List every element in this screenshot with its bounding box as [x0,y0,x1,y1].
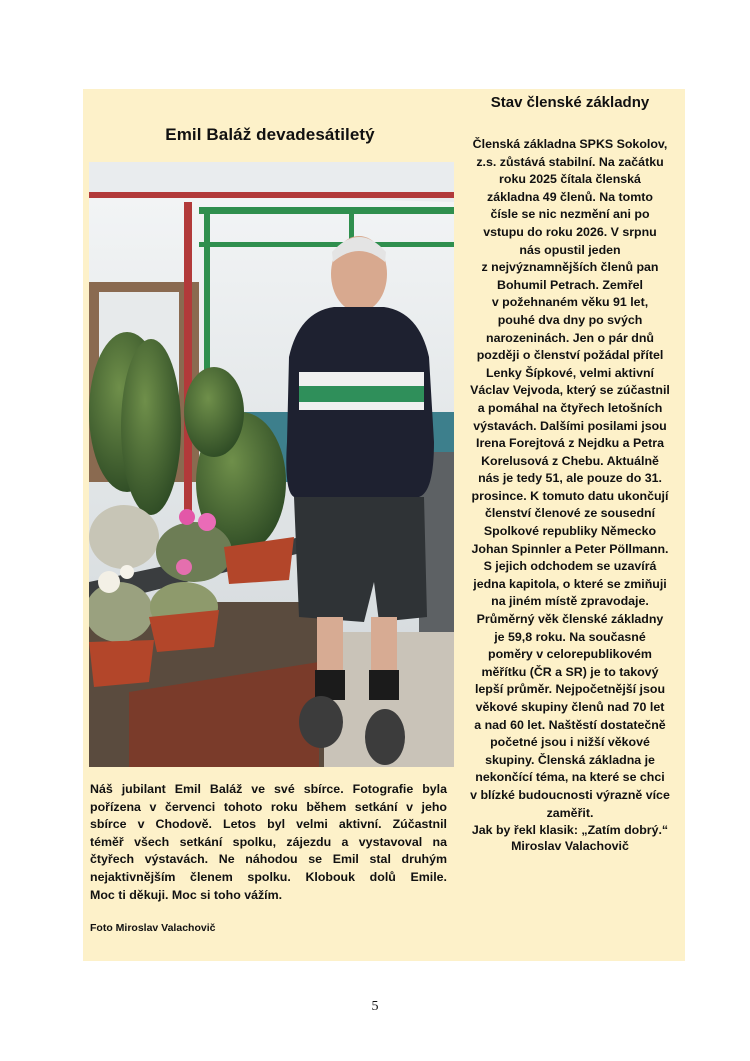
body-line: roku 2025 čítala členská [499,172,641,187]
caption-line: sbírce v Chodově. Letos byl velmi aktivní. Zúčastnil [90,817,447,832]
body-line: měřítku (ČR a SR) je to takový [481,664,659,679]
body-line: vstupu do roku 2026. V srpnu [483,224,657,239]
body-line: nekončící téma, na které se chci [475,770,665,785]
body-line: je 59,8 roku. Na současné [494,629,646,644]
body-line: z.s. zůstává stabilní. Na začátku [476,154,664,169]
right-article-body [457,136,683,840]
caption-line: pořízena v červenci tohoto roku během setkání v jeho [90,799,447,814]
body-line: v požehnaném věku 91 let, [491,295,649,310]
body-line: pouhé dva dny po svých [497,312,643,327]
body-line: prosince. K tomuto datu ukončují [471,488,669,503]
body-line: Průměrný věk členské základny [476,612,664,627]
body-line: početné jsou i nižší věkové [490,735,650,750]
body-line: skupiny. Členská základna je [485,752,655,767]
body-line: S jejich odchodem se uzavírá [483,559,657,574]
caption-line: Moc ti děkuji. Moc si toho vážím. [90,887,283,902]
body-line: Korelusová z Chebu. Aktuálně [481,453,659,468]
body-line: Johan Spinnler a Peter Pöllmann. [471,541,669,556]
body-line: a nad 60 let. Naštěstí dostatečně [474,717,666,732]
body-line: později o členství požádal přítel [476,348,664,363]
body-line: výstavách. Dalšími posilami jsou [473,418,667,433]
article-photo [89,162,454,767]
body-line: základna 49 členů. Na tomto [487,189,653,204]
body-line: členství členové ze sousední [484,506,656,521]
body-line: Jak by řekl klasik: „Zatím dobrý.“ [471,823,669,838]
caption-line: čtyřech výstavách. Ne náhodou se Emil stal druhým [90,852,447,867]
body-line: na jiném místě zpravodaje. [491,594,649,609]
body-line: Irena Forejtová z Nejdku a Petra [476,436,664,451]
body-line: poměry v celorepublikovém [488,647,652,662]
left-article-title: Emil Baláž devadesátiletý [165,125,375,144]
body-line: Lenky Šípkové, velmi aktivní [485,365,655,380]
photo-credit: Foto Miroslav Valachovič [90,922,216,934]
body-line: v blízké budoucnosti výrazně více [470,787,670,802]
caption-line: nejaktivnějším členem spolku. Klobouk dolů Emile. [90,869,447,884]
article-author: Miroslav Valachovič [511,839,629,853]
body-line: Václav Vejvoda, který se zúčastnil [470,383,670,398]
right-article-title: Stav členské základny [490,94,650,111]
body-line: zaměřit. [546,805,594,820]
caption-line: Náš jubilant Emil Baláž ve své sbírce. Fotografie byla [90,782,447,796]
caption-line: téměř všech setkání spolku, zájezdu a vystavoval na [90,834,447,849]
body-line: nás opustil jeden [519,242,621,257]
body-line: Spolkové republiky Německo [483,524,657,539]
body-line: narozeninách. Jen o pár dnů [486,330,654,345]
body-line: čísle se nic nezmění ani po [490,207,650,222]
body-line: z nejvýznamnějších členů pan [481,260,659,275]
page-number: 5 [371,999,379,1014]
body-line: Bohumil Petrach. Zemřel [497,277,643,292]
body-line: a pomáhal na čtyřech letošních [477,400,663,415]
body-line: Členská základna SPKS Sokolov, [472,137,668,151]
body-line: jedna kapitola, o které se zmiňuji [473,576,667,591]
body-line: lepší průměr. Nejpočetnější jsou [474,682,666,697]
body-line: nás je tedy 51, ale pouze do 31. [478,471,662,486]
body-line: věkové skupiny členů nad 70 let [475,700,665,714]
photo-caption [90,781,447,904]
